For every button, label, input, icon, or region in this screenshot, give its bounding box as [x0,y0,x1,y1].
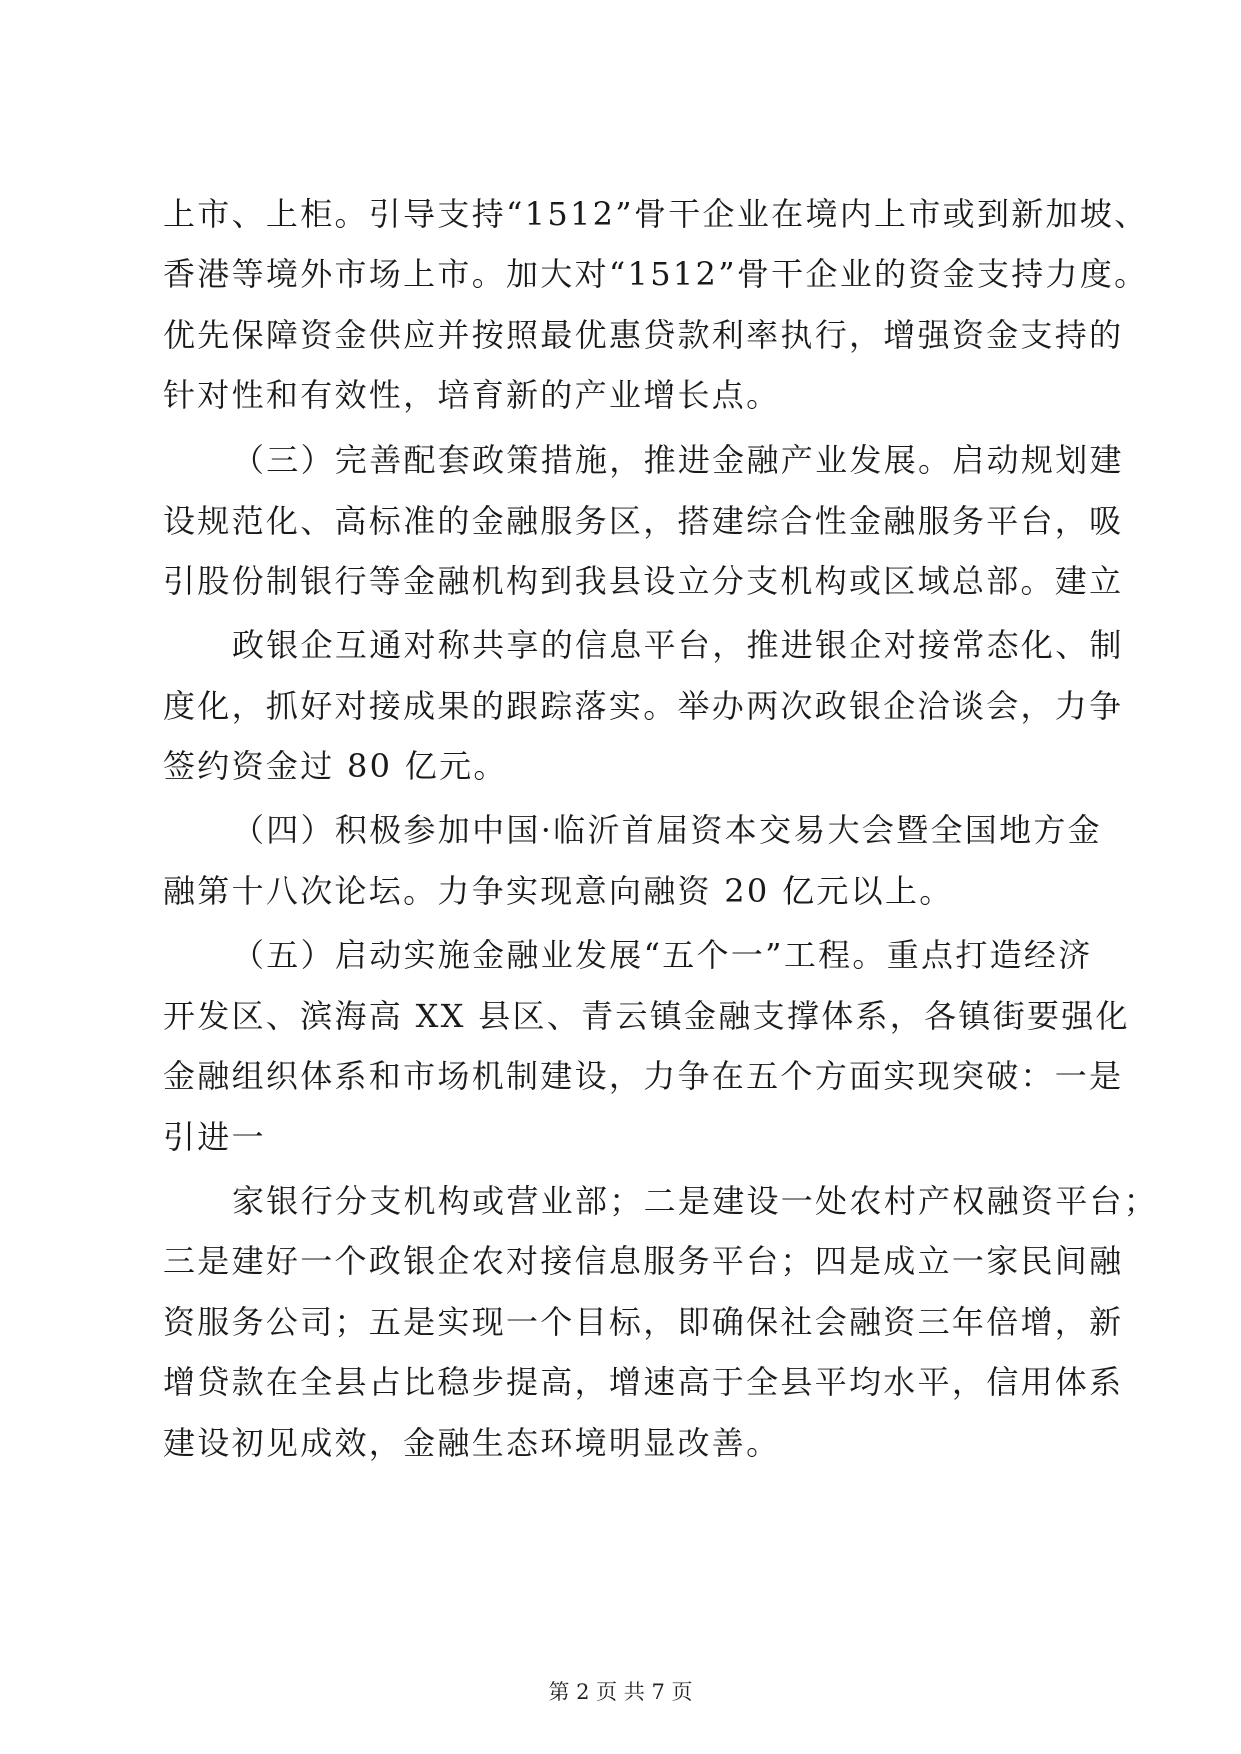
body-line: 香港等境外市场上市。加大对“1512”骨干企业的资金支持力度。 [163,255,1149,293]
body-line: 融第十八次论坛。力争实现意向融资 20 亿元以上。 [163,872,954,910]
paragraph-heading-5: （五）启动实施金融业发展“五个一”工程。重点打造经济 [232,936,1093,974]
body-line: 度化，抓好对接成果的跟踪落实。举办两次政银企洽谈会，力争 [163,687,1124,725]
body-line: 上市、上柜。引导支持“1512”骨干企业在境内上市或到新加坡、 [163,195,1149,233]
paragraph-heading-4: （四）积极参加中国·临沂首届资本交易大会暨全国地方金 [232,811,1102,849]
body-line: 引股份制银行等金融机构到我县设立分支机构或区域总部。建立 [163,562,1124,600]
body-line: 资服务公司；五是实现一个目标，即确保社会融资三年倍增，新 [163,1303,1124,1341]
body-line: 建设初见成效，金融生态环境明显改善。 [163,1424,781,1462]
body-line: 优先保障资金供应并按照最优惠贷款利率执行，增强资金支持的 [163,316,1124,354]
body-line: 设规范化、高标准的金融服务区，搭建综合性金融服务平台，吸 [163,502,1124,540]
body-line: 开发区、滨海高 XX 县区、青云镇金融支撑体系，各镇街要强化 [163,997,1130,1035]
body-line: 针对性和有效性，培育新的产业增长点。 [163,376,781,414]
body-line: 签约资金过 80 亿元。 [163,747,508,785]
body-line: 家银行分支机构或营业部；二是建设一处农村产权融资平台； [232,1182,1159,1220]
body-line: 金融组织体系和市场机制建设，力争在五个方面实现突破：一是 [163,1057,1124,1095]
body-line: 引进一 [163,1118,266,1156]
paragraph-heading-3: （三）完善配套政策措施，推进金融产业发展。启动规划建 [232,441,1124,479]
body-line: 三是建好一个政银企农对接信息服务平台；四是成立一家民间融 [163,1242,1124,1280]
page-number-footer: 第 2 页 共 7 页 [548,1680,693,1704]
body-line: 政银企互通对称共享的信息平台，推进银企对接常态化、制 [232,626,1124,664]
body-line: 增贷款在全县占比稳步提高，增速高于全县平均水平，信用体系 [163,1363,1124,1401]
